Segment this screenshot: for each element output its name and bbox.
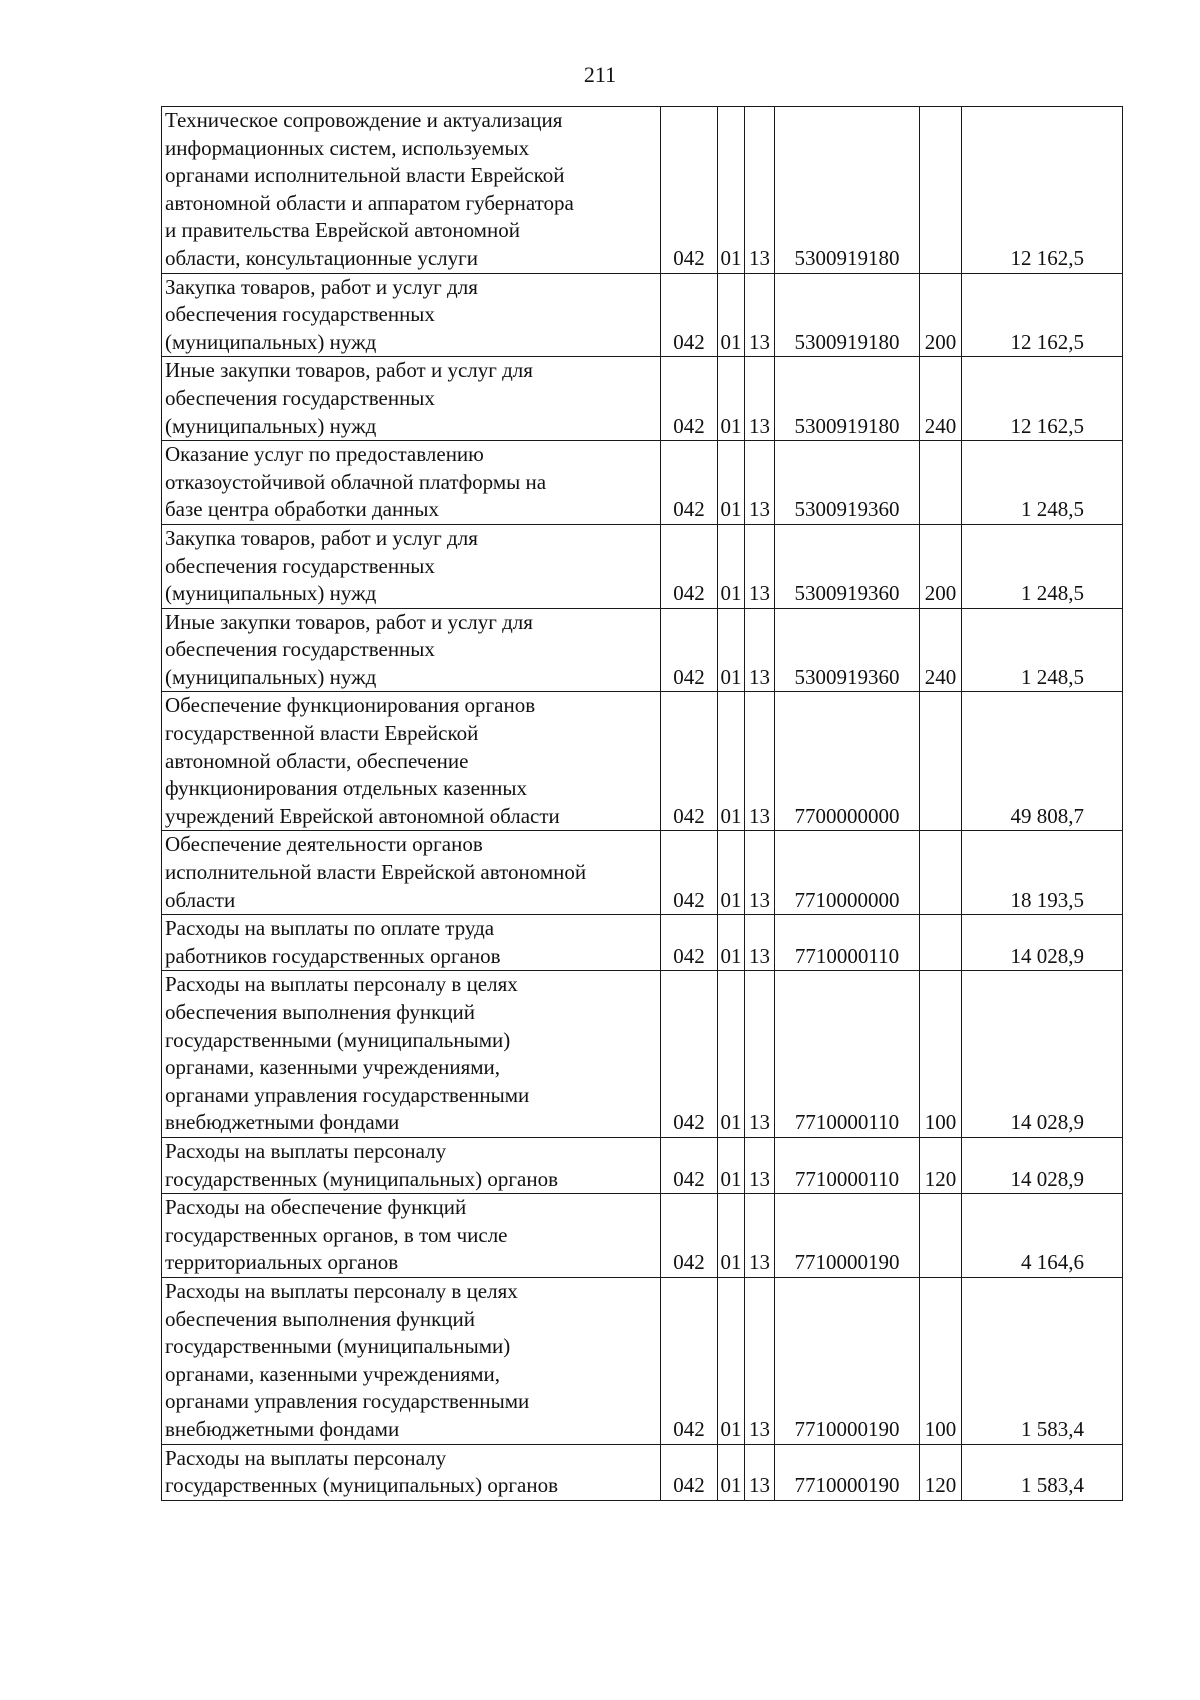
amount-cell: 14 028,9 bbox=[962, 915, 1123, 971]
expense-name-line: органами, казенными учреждениями, bbox=[165, 1361, 501, 1386]
amount-cell: 1 248,5 bbox=[962, 524, 1123, 608]
section-code-cell: 01 bbox=[718, 831, 745, 915]
expense-type-cell bbox=[920, 107, 962, 274]
expense-name-line: внебюджетными фондами bbox=[165, 1416, 400, 1441]
target-article-cell: 7700000000 bbox=[775, 692, 920, 831]
expense-name-line: базе центра обработки данных bbox=[165, 497, 440, 522]
ministry-code-cell: 042 bbox=[661, 692, 718, 831]
ministry-code-cell: 042 bbox=[661, 441, 718, 525]
expense-name-line: Оказание услуг по предоставлению bbox=[165, 442, 484, 467]
target-article-cell: 5300919180 bbox=[775, 273, 920, 357]
ministry-code-cell: 042 bbox=[661, 1137, 718, 1193]
expense-name-line: функционирования отдельных казенных bbox=[165, 776, 528, 801]
target-article-cell: 7710000190 bbox=[775, 1444, 920, 1500]
subsection-code-cell: 13 bbox=[745, 692, 775, 831]
expense-name-line: Закупка товаров, работ и услуг для bbox=[165, 274, 478, 299]
expense-name-cell bbox=[162, 971, 661, 1138]
expense-name-line: автономной области и аппаратом губернатора bbox=[165, 190, 574, 215]
amount-cell: 1 583,4 bbox=[962, 1277, 1123, 1444]
ministry-code-cell: 042 bbox=[661, 107, 718, 274]
expense-name-line: исполнительной власти Еврейской автономной bbox=[165, 860, 587, 885]
expense-type-cell: 240 bbox=[920, 608, 962, 692]
expense-name-line: (муниципальных) нужд bbox=[165, 413, 377, 438]
target-article-cell: 7710000000 bbox=[775, 831, 920, 915]
expense-name-cell bbox=[162, 524, 661, 608]
expense-name-cell bbox=[162, 273, 661, 357]
expense-type-cell bbox=[920, 1194, 962, 1278]
expense-type-cell: 100 bbox=[920, 971, 962, 1138]
target-article-cell: 7710000110 bbox=[775, 971, 920, 1138]
section-code-cell: 01 bbox=[718, 273, 745, 357]
expense-name-line: Закупка товаров, работ и услуг для bbox=[165, 525, 478, 550]
target-article-cell: 7710000190 bbox=[775, 1277, 920, 1444]
subsection-code-cell: 13 bbox=[745, 971, 775, 1138]
subsection-code-cell: 13 bbox=[745, 107, 775, 274]
expense-name-cell bbox=[162, 107, 661, 274]
table-row bbox=[162, 273, 1123, 357]
expense-name-line: Расходы на выплаты персоналу bbox=[165, 1138, 447, 1163]
amount-cell: 49 808,7 bbox=[962, 692, 1123, 831]
subsection-code-cell: 13 bbox=[745, 273, 775, 357]
amount-cell: 14 028,9 bbox=[962, 971, 1123, 1138]
expense-name-line: государственных (муниципальных) органов bbox=[165, 1166, 559, 1191]
amount-cell: 12 162,5 bbox=[962, 273, 1123, 357]
expense-type-cell: 120 bbox=[920, 1444, 962, 1500]
section-code-cell: 01 bbox=[718, 915, 745, 971]
expense-name-line: Расходы на обеспечение функций bbox=[165, 1195, 467, 1220]
subsection-code-cell: 13 bbox=[745, 831, 775, 915]
expense-name-line: (муниципальных) нужд bbox=[165, 329, 377, 354]
expense-type-cell: 200 bbox=[920, 524, 962, 608]
subsection-code-cell: 13 bbox=[745, 1137, 775, 1193]
table-row bbox=[162, 441, 1123, 525]
table-row bbox=[162, 608, 1123, 692]
expense-name-line: Иные закупки товаров, работ и услуг для bbox=[165, 358, 533, 383]
section-code-cell: 01 bbox=[718, 107, 745, 274]
section-code-cell: 01 bbox=[718, 608, 745, 692]
amount-cell: 14 028,9 bbox=[962, 1137, 1123, 1193]
target-article-cell: 5300919360 bbox=[775, 608, 920, 692]
expense-name-line: органами управления государственными bbox=[165, 1082, 530, 1107]
expense-name-line: государственных (муниципальных) органов bbox=[165, 1473, 559, 1498]
subsection-code-cell: 13 bbox=[745, 524, 775, 608]
ministry-code-cell: 042 bbox=[661, 1444, 718, 1500]
expense-name-line: области, консультационные услуги bbox=[165, 245, 478, 270]
expense-name-line: автономной области, обеспечение bbox=[165, 748, 469, 773]
expense-name-line: Расходы на выплаты персоналу в целях bbox=[165, 972, 518, 997]
expense-name-line: государственными (муниципальными) bbox=[165, 1027, 511, 1052]
table-row bbox=[162, 1444, 1123, 1500]
ministry-code-cell: 042 bbox=[661, 1277, 718, 1444]
expense-name-line: (муниципальных) нужд bbox=[165, 581, 377, 606]
ministry-code-cell: 042 bbox=[661, 971, 718, 1138]
expense-name-line: и правительства Еврейской автономной bbox=[165, 218, 520, 243]
expense-name-line: обеспечения государственных bbox=[165, 637, 435, 662]
subsection-code-cell: 13 bbox=[745, 1194, 775, 1278]
expense-type-cell: 200 bbox=[920, 273, 962, 357]
expense-name-cell bbox=[162, 1444, 661, 1500]
table-row bbox=[162, 831, 1123, 915]
expense-name-line: внебюджетными фондами bbox=[165, 1110, 400, 1135]
expense-name-cell bbox=[162, 692, 661, 831]
expense-name-line: Техническое сопровождение и актуализация bbox=[165, 108, 563, 132]
ministry-code-cell: 042 bbox=[661, 273, 718, 357]
expense-name-line: Иные закупки товаров, работ и услуг для bbox=[165, 609, 533, 634]
amount-cell: 12 162,5 bbox=[962, 357, 1123, 441]
table-row bbox=[162, 692, 1123, 831]
section-code-cell: 01 bbox=[718, 1194, 745, 1278]
expense-name-line: территориальных органов bbox=[165, 1250, 399, 1275]
section-code-cell: 01 bbox=[718, 1277, 745, 1444]
expense-name-line: Обеспечение деятельности органов bbox=[165, 832, 483, 857]
table-row bbox=[162, 357, 1123, 441]
expense-name-line: органами исполнительной власти Еврейской bbox=[165, 163, 565, 188]
expense-name-line: Расходы на выплаты персоналу bbox=[165, 1445, 447, 1470]
section-code-cell: 01 bbox=[718, 524, 745, 608]
expense-name-cell bbox=[162, 1277, 661, 1444]
expense-name-cell bbox=[162, 608, 661, 692]
expense-name-line: Расходы на выплаты по оплате труда bbox=[165, 916, 495, 941]
table-row bbox=[162, 1277, 1123, 1444]
subsection-code-cell: 13 bbox=[745, 1444, 775, 1500]
section-code-cell: 01 bbox=[718, 357, 745, 441]
expense-name-cell bbox=[162, 1137, 661, 1193]
expense-name-cell bbox=[162, 831, 661, 915]
section-code-cell: 01 bbox=[718, 1444, 745, 1500]
ministry-code-cell: 042 bbox=[661, 915, 718, 971]
table-row bbox=[162, 524, 1123, 608]
expense-type-cell: 240 bbox=[920, 357, 962, 441]
section-code-cell: 01 bbox=[718, 971, 745, 1138]
expense-type-cell: 120 bbox=[920, 1137, 962, 1193]
table-row bbox=[162, 1194, 1123, 1278]
target-article-cell: 7710000190 bbox=[775, 1194, 920, 1278]
expense-name-line: работников государственных органов bbox=[165, 943, 501, 968]
table-row bbox=[162, 971, 1123, 1138]
ministry-code-cell: 042 bbox=[661, 608, 718, 692]
subsection-code-cell: 13 bbox=[745, 915, 775, 971]
expense-name-line: обеспечения государственных bbox=[165, 553, 435, 578]
expense-type-cell bbox=[920, 441, 962, 525]
expense-type-cell bbox=[920, 831, 962, 915]
expense-type-cell bbox=[920, 915, 962, 971]
section-code-cell: 01 bbox=[718, 441, 745, 525]
amount-cell: 4 164,6 bbox=[962, 1194, 1123, 1278]
expense-type-cell bbox=[920, 692, 962, 831]
ministry-code-cell: 042 bbox=[661, 831, 718, 915]
subsection-code-cell: 13 bbox=[745, 357, 775, 441]
expense-name-line: Расходы на выплаты персоналу в целях bbox=[165, 1278, 518, 1303]
expense-name-line: (муниципальных) нужд bbox=[165, 664, 377, 689]
target-article-cell: 5300919360 bbox=[775, 441, 920, 525]
expense-name-line: обеспечения государственных bbox=[165, 302, 435, 327]
expense-name-line: учреждений Еврейской автономной области bbox=[165, 803, 560, 828]
target-article-cell: 5300919180 bbox=[775, 357, 920, 441]
expense-name-cell bbox=[162, 357, 661, 441]
expense-name-line: обеспечения выполнения функций bbox=[165, 1000, 476, 1024]
expense-name-line: органами, казенными учреждениями, bbox=[165, 1055, 501, 1080]
section-code-cell: 01 bbox=[718, 692, 745, 831]
amount-cell: 12 162,5 bbox=[962, 107, 1123, 274]
expense-name-cell bbox=[162, 1194, 661, 1278]
ministry-code-cell: 042 bbox=[661, 524, 718, 608]
expense-type-cell: 100 bbox=[920, 1277, 962, 1444]
table-row bbox=[162, 107, 1123, 274]
expense-name-line: отказоустойчивой облачной платформы на bbox=[165, 469, 547, 494]
expense-name-line: органами управления государственными bbox=[165, 1389, 530, 1414]
expense-name-line: Обеспечение функционирования органов bbox=[165, 693, 536, 718]
table-row bbox=[162, 915, 1123, 971]
subsection-code-cell: 13 bbox=[745, 1277, 775, 1444]
amount-cell: 1 248,5 bbox=[962, 441, 1123, 525]
expense-name-line: государственными (муниципальными) bbox=[165, 1334, 511, 1359]
target-article-cell: 5300919180 bbox=[775, 107, 920, 274]
subsection-code-cell: 13 bbox=[745, 608, 775, 692]
ministry-code-cell: 042 bbox=[661, 357, 718, 441]
amount-cell: 1 248,5 bbox=[962, 608, 1123, 692]
expense-name-cell bbox=[162, 915, 661, 971]
expense-name-line: области bbox=[165, 887, 236, 912]
expense-name-line: обеспечения выполнения функций bbox=[165, 1306, 476, 1331]
expense-name-line: государственной власти Еврейской bbox=[165, 721, 479, 746]
target-article-cell: 5300919360 bbox=[775, 524, 920, 608]
expense-name-cell bbox=[162, 441, 661, 525]
expense-name-line: обеспечения государственных bbox=[165, 385, 435, 410]
target-article-cell: 7710000110 bbox=[775, 1137, 920, 1193]
table-row bbox=[162, 1137, 1123, 1193]
target-article-cell: 7710000110 bbox=[775, 915, 920, 971]
budget-table bbox=[161, 106, 1123, 1501]
amount-cell: 18 193,5 bbox=[962, 831, 1123, 915]
amount-cell: 1 583,4 bbox=[962, 1444, 1123, 1500]
page-number: 211 bbox=[583, 62, 617, 87]
table-body bbox=[162, 107, 1123, 1501]
section-code-cell: 01 bbox=[718, 1137, 745, 1193]
ministry-code-cell: 042 bbox=[661, 1194, 718, 1278]
expense-name-line: информационных систем, используемых bbox=[165, 135, 530, 160]
expense-name-line: государственных органов, в том числе bbox=[165, 1222, 508, 1247]
subsection-code-cell: 13 bbox=[745, 441, 775, 525]
